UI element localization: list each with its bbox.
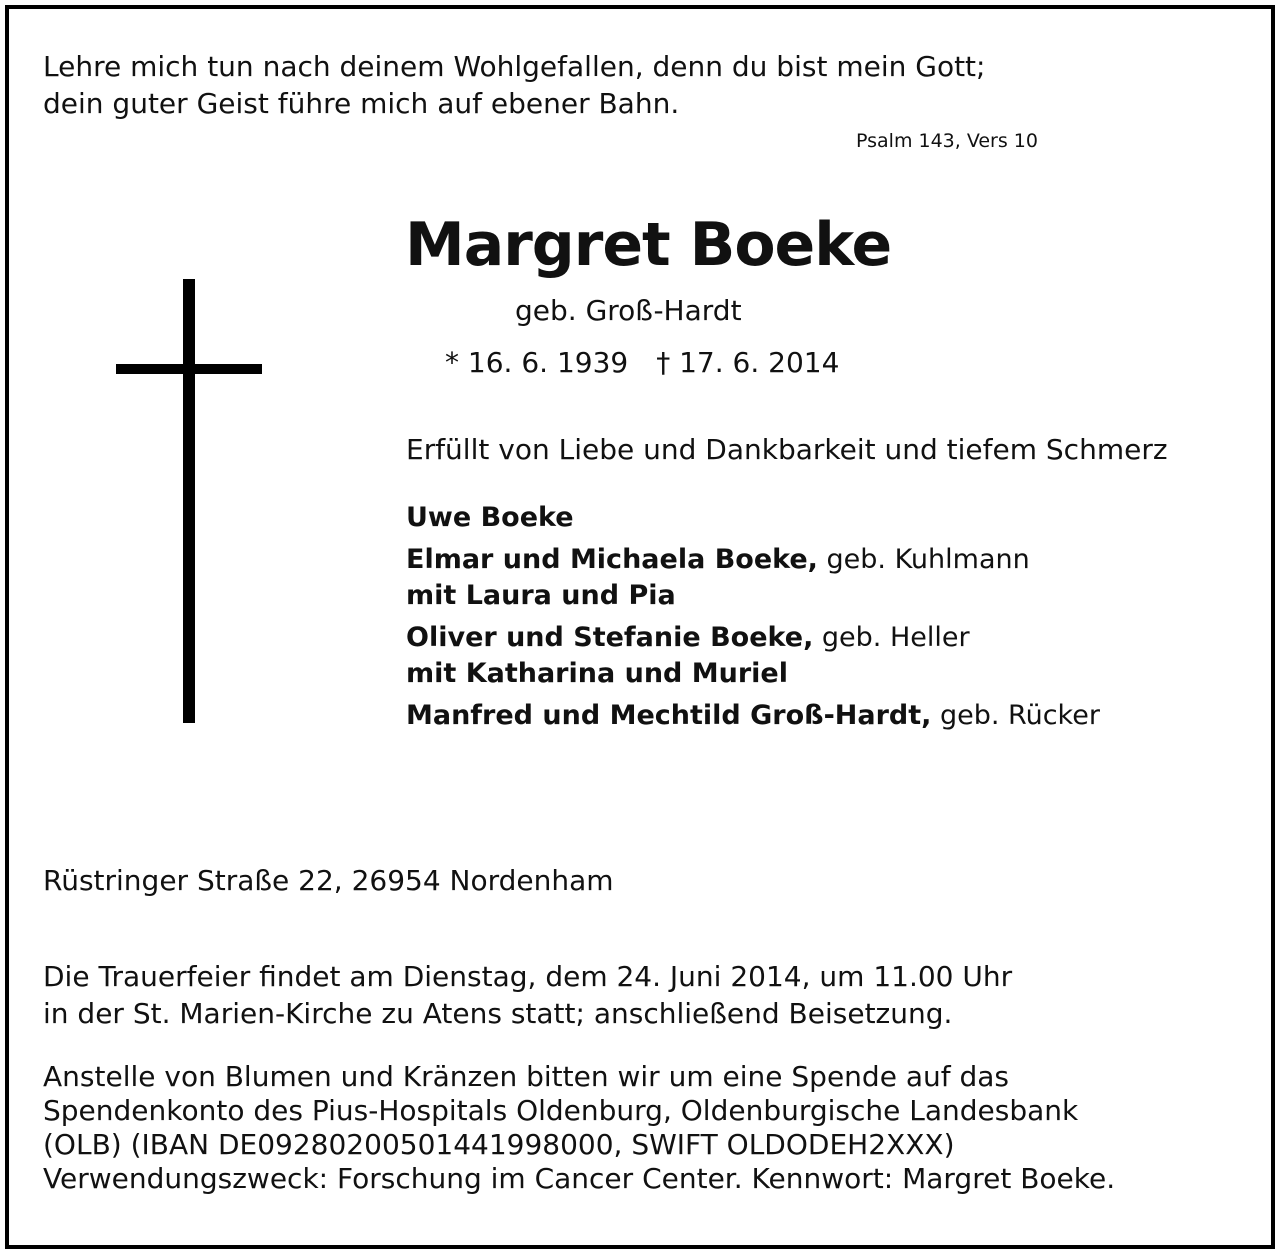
death-date: † 17. 6. 2014 xyxy=(656,346,840,379)
mourner-name: Uwe Boeke xyxy=(406,502,574,533)
mourner-maiden-name: geb. Rücker xyxy=(931,700,1100,731)
bible-verse xyxy=(43,48,985,122)
mourner-maiden-name: geb. Kuhlmann xyxy=(817,544,1030,575)
verse-reference: Psalm 143, Vers 10 xyxy=(856,130,1038,152)
donation-info xyxy=(43,1060,1115,1196)
donation-line-3: (OLB) (IBAN DE09280200501441998000, SWIFT OLDODEH2XXX) xyxy=(43,1128,955,1161)
service-line-1: Die Trauerfeier findet am Dienstag, dem 24. Juni 2014, um 11.00 Uhr xyxy=(43,960,1013,993)
donation-line-4: Verwendungszweck: Forschung im Cancer Center. Kennwort: Margret Boeke. xyxy=(43,1162,1116,1195)
mourning-intro: Erfüllt von Liebe und Dankbarkeit und tiefem Schmerz xyxy=(406,433,1168,466)
cross-horizontal-bar xyxy=(116,364,262,374)
mourner-entry xyxy=(406,542,1100,614)
mourner-name: Oliver und Stefanie Boeke, xyxy=(406,622,814,653)
mourner-maiden-name: geb. Heller xyxy=(813,622,970,653)
family-address: Rüstringer Straße 22, 26954 Nordenham xyxy=(43,864,614,897)
maiden-name: geb. Groß-Hardt xyxy=(515,294,742,327)
verse-line-2: dein guter Geist führe mich auf ebener Bahn. xyxy=(43,87,680,120)
mourner-entry xyxy=(406,620,1100,692)
mourner-children: mit Katharina und Muriel xyxy=(406,658,788,689)
mourner-entry xyxy=(406,500,1100,536)
donation-line-2: Spendenkonto des Pius-Hospitals Oldenburg, Oldenburgische Landesbank xyxy=(43,1094,1079,1127)
mourner-children: mit Laura und Pia xyxy=(406,580,676,611)
birth-date: * 16. 6. 1939 xyxy=(445,346,629,379)
mourner-name: Manfred und Mechtild Groß-Hardt, xyxy=(406,700,932,731)
donation-line-1: Anstelle von Blumen und Kränzen bitten wir um eine Spende auf das xyxy=(43,1060,1009,1093)
service-line-2: in der St. Marien-Kirche zu Atens statt; anschließend Beisetzung. xyxy=(43,997,953,1030)
verse-line-1: Lehre mich tun nach deinem Wohlgefallen, denn du bist mein Gott; xyxy=(43,50,986,83)
life-dates xyxy=(445,346,839,379)
mourner-entry xyxy=(406,698,1100,734)
mourners-list xyxy=(406,500,1100,740)
mourner-name: Elmar und Michaela Boeke, xyxy=(406,544,818,575)
cross-vertical-bar xyxy=(183,279,195,723)
funeral-service-info xyxy=(43,958,1012,1032)
deceased-name: Margret Boeke xyxy=(405,210,892,280)
